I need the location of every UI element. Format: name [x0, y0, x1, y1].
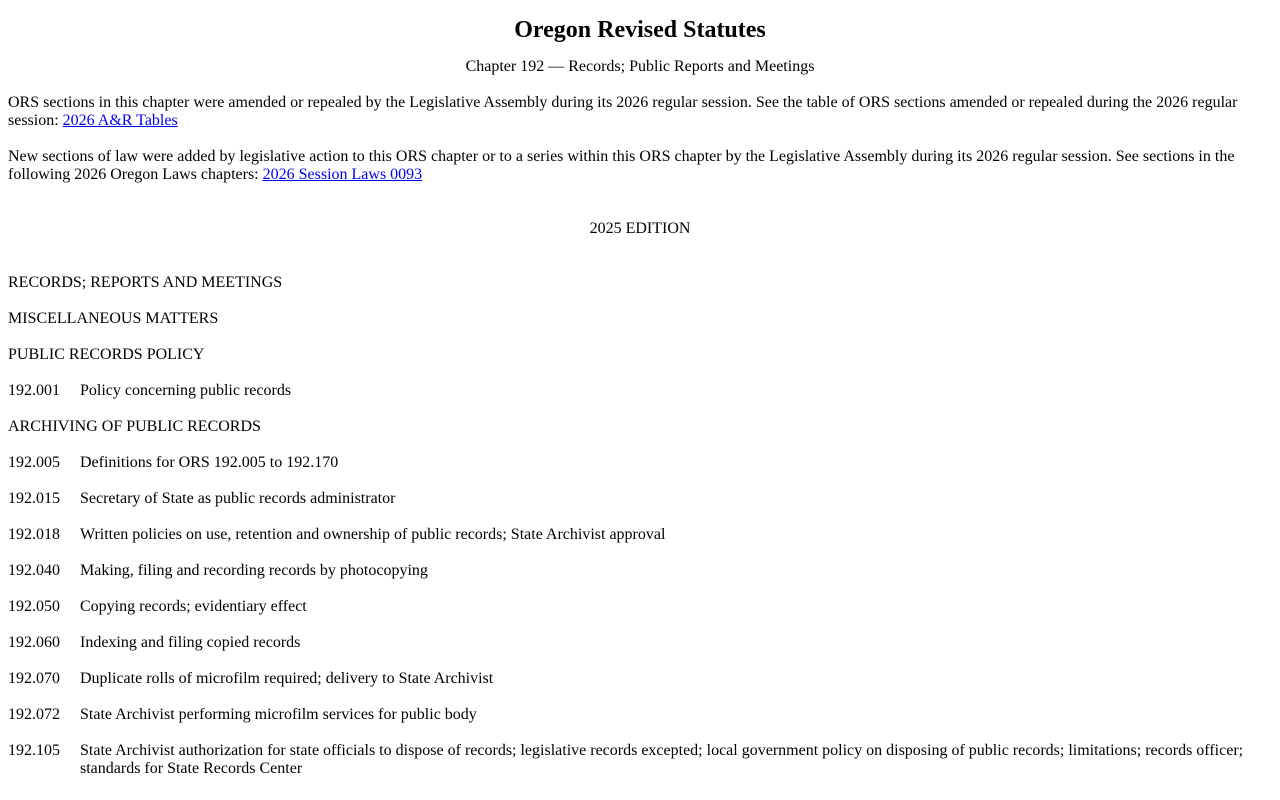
section-row [8, 526, 1272, 544]
section-row [8, 382, 1272, 400]
amended-notice [8, 94, 1272, 130]
section-caption: Secretary of State as public records administrator [80, 490, 396, 507]
new-sections-notice [8, 148, 1272, 184]
amended-notice-text: ORS sections in this chapter were amended or repealed by the Legislative Assembly during its 2026 regular session. See the table of ORS sections amended or repealed during the 2026 regular session: [8, 94, 1238, 129]
section-number: 192.040 [8, 562, 60, 579]
ar-tables-link[interactable]: 2026 A&R Tables [62, 112, 178, 129]
section-row [8, 562, 1272, 580]
section-number: 192.050 [8, 598, 60, 615]
new-sections-notice-text: New sections of law were added by legislative action to this ORS chapter or to a series within this ORS chapter by the Legislative Assembly during its 2026 regular session. See sections in the following 2026 Oregon Laws chapters: [8, 148, 1235, 183]
section-caption: Policy concerning public records [80, 382, 292, 399]
section-caption: State Archivist authorization for state officials to dispose of records; legislative records excepted; local government policy on disposing of public records; limitations; records officer; standards for State Records Center [80, 742, 1244, 777]
policy-section-list [8, 382, 1272, 400]
heading-records-reports-meetings: RECORDS; REPORTS AND MEETINGS [8, 274, 283, 291]
section-caption: Copying records; evidentiary effect [80, 598, 307, 615]
section-caption: Making, filing and recording records by photocopying [80, 562, 428, 579]
section-caption: Indexing and filing copied records [80, 634, 301, 651]
chapter-subtitle: Chapter 192 — Records; Public Reports and Meetings [465, 58, 815, 75]
section-row [8, 490, 1272, 508]
section-row [8, 670, 1272, 688]
section-number: 192.005 [8, 454, 60, 471]
section-caption: Duplicate rolls of microfilm required; delivery to State Archivist [80, 670, 494, 687]
section-row [8, 634, 1272, 652]
section-caption: State Archivist performing microfilm services for public body [80, 706, 477, 723]
section-number: 192.060 [8, 634, 60, 651]
section-caption: Written policies on use, retention and ownership of public records; State Archivist approval [80, 526, 666, 543]
page-title: Oregon Revised Statutes [514, 17, 766, 43]
section-row [8, 742, 1272, 778]
section-number: 192.072 [8, 706, 60, 723]
section-row [8, 706, 1272, 724]
heading-archiving-public-records: ARCHIVING OF PUBLIC RECORDS [8, 418, 261, 435]
section-number: 192.015 [8, 490, 60, 507]
archiving-section-list [8, 454, 1272, 778]
edition-label: 2025 EDITION [589, 220, 691, 237]
section-number: 192.001 [8, 382, 60, 399]
session-laws-link[interactable]: 2026 Session Laws 0093 [262, 166, 423, 183]
section-row [8, 598, 1272, 616]
section-caption: Definitions for ORS 192.005 to 192.170 [80, 454, 339, 471]
section-number: 192.018 [8, 526, 60, 543]
section-row [8, 454, 1272, 472]
section-number: 192.105 [8, 742, 60, 759]
section-number: 192.070 [8, 670, 60, 687]
heading-public-records-policy: PUBLIC RECORDS POLICY [8, 346, 205, 363]
heading-miscellaneous-matters: MISCELLANEOUS MATTERS [8, 310, 219, 327]
